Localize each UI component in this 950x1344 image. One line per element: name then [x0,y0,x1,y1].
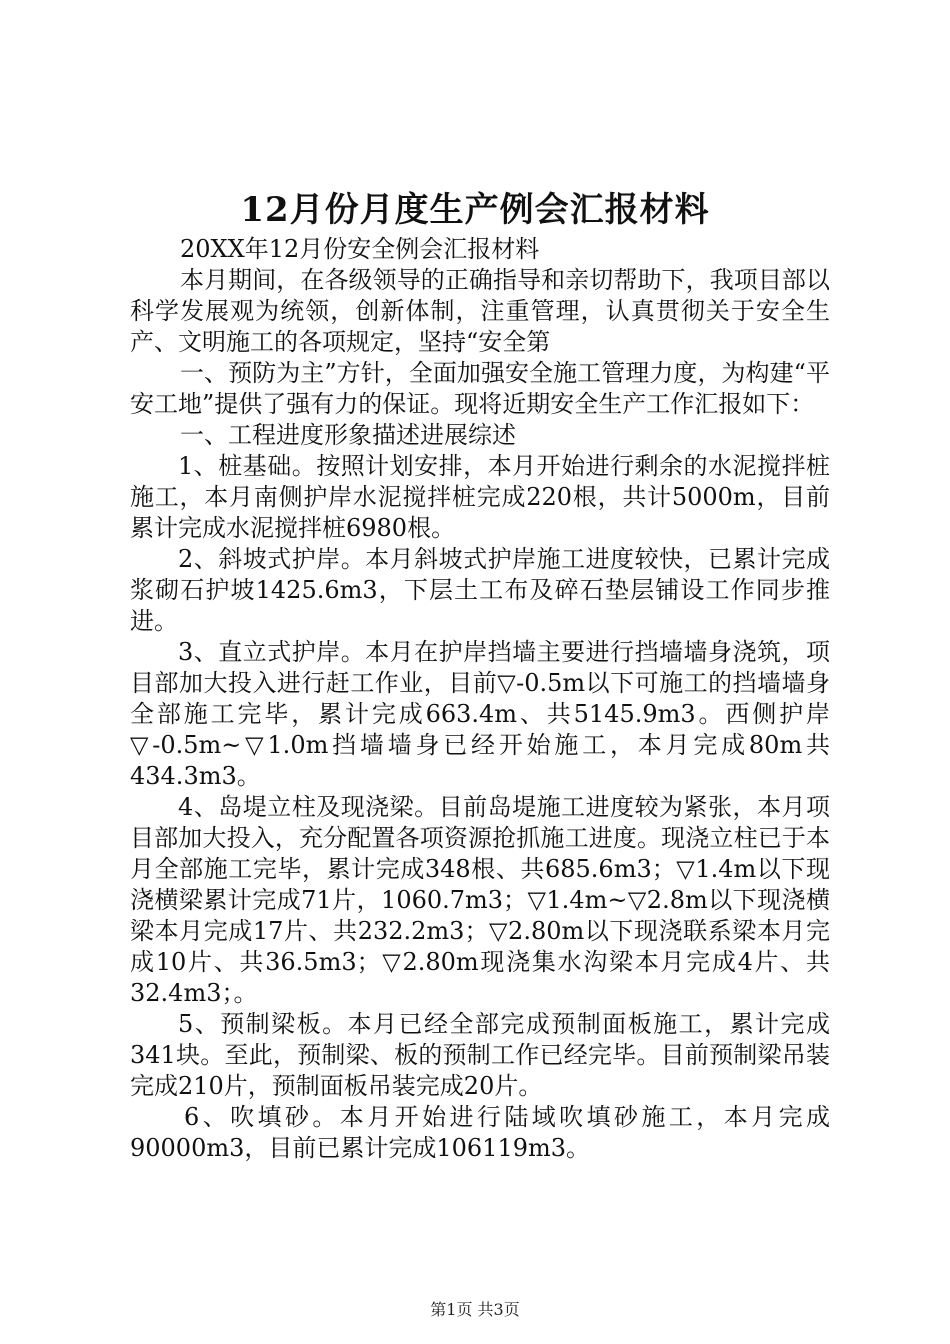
sand-fill-paragraph: 6、吹填砂。本月开始进行陆域吹填砂施工，本月完成90000m3，目前已累计完成106119m3。 [130,1103,830,1162]
slope-revetment-paragraph: 2、斜坡式护岸。本月斜坡式护岸施工进度较快，已累计完成浆砌石护坡1425.6m3，下层土工布及碎石垫层铺设工作同步推进。 [130,545,830,635]
precast-beam-paragraph: 5、预制梁板。本月已经全部完成预制面板施工，累计完成341块。至此，预制梁、板的预制工作已经完毕。目前预制梁吊装完成210片，预制面板吊装完成20片。 [130,1010,830,1100]
vertical-revetment-paragraph: 3、直立式护岸。本月在护岸挡墙主要进行挡墙墙身浇筑，项目部加大投入进行赶工作业，目前▽-0.5m以下可施工的挡墙墙身全部施工完毕，累计完成663.4m、共5145.9m3。西侧护岸▽-0.5m~▽1.0m挡墙墙身已经开始施工，本月完成80m共434.3m3。 [130,638,830,790]
document-title: 12月份月度生产例会汇报材料 [240,190,710,230]
island-embankment-paragraph: 4、岛堤立柱及现浇梁。目前岛堤施工进度较为紧张，本月项目部加大投入，充分配置各项资源抢抓施工进度。现浇立柱已于本月全部施工完毕，累计完成348根、共685.6m3；▽1.4m以下现浇横梁累计完成71片，1060.7m3；▽1.4m~▽2.8m以下现浇横梁本月完成17片、共232.2m3；▽2.80m以下现浇联系梁本月完成10片、共36.5m3；▽2.80m现浇集水沟梁本月完成4片、共32.4m3；。 [130,793,830,1007]
policy-paragraph: 一、预防为主”方针，全面加强安全施工管理力度，为构建“平安工地”提供了强有力的保证。现将近期安全生产工作汇报如下： [130,359,830,418]
page-footer: 第1页 共3页 [430,1300,520,1319]
document-subtitle: 20XX年12月份安全例会汇报材料 [180,235,540,263]
intro-paragraph: 本月期间，在各级领导的正确指导和亲切帮助下，我项目部以科学发展观为统领，创新体制，注重管理，认真贯彻关于安全生产、文明施工的各项规定，坚持“安全第 [130,266,830,356]
pile-foundation-paragraph: 1、桩基础。按照计划安排，本月开始进行剩余的水泥搅拌桩施工，本月南侧护岸水泥搅拌桩完成220根，共计5000m，目前累计完成水泥搅拌桩6980根。 [130,452,830,542]
section-heading: 一、工程进度形象描述进展综述 [180,421,516,449]
document-body [130,234,830,1164]
